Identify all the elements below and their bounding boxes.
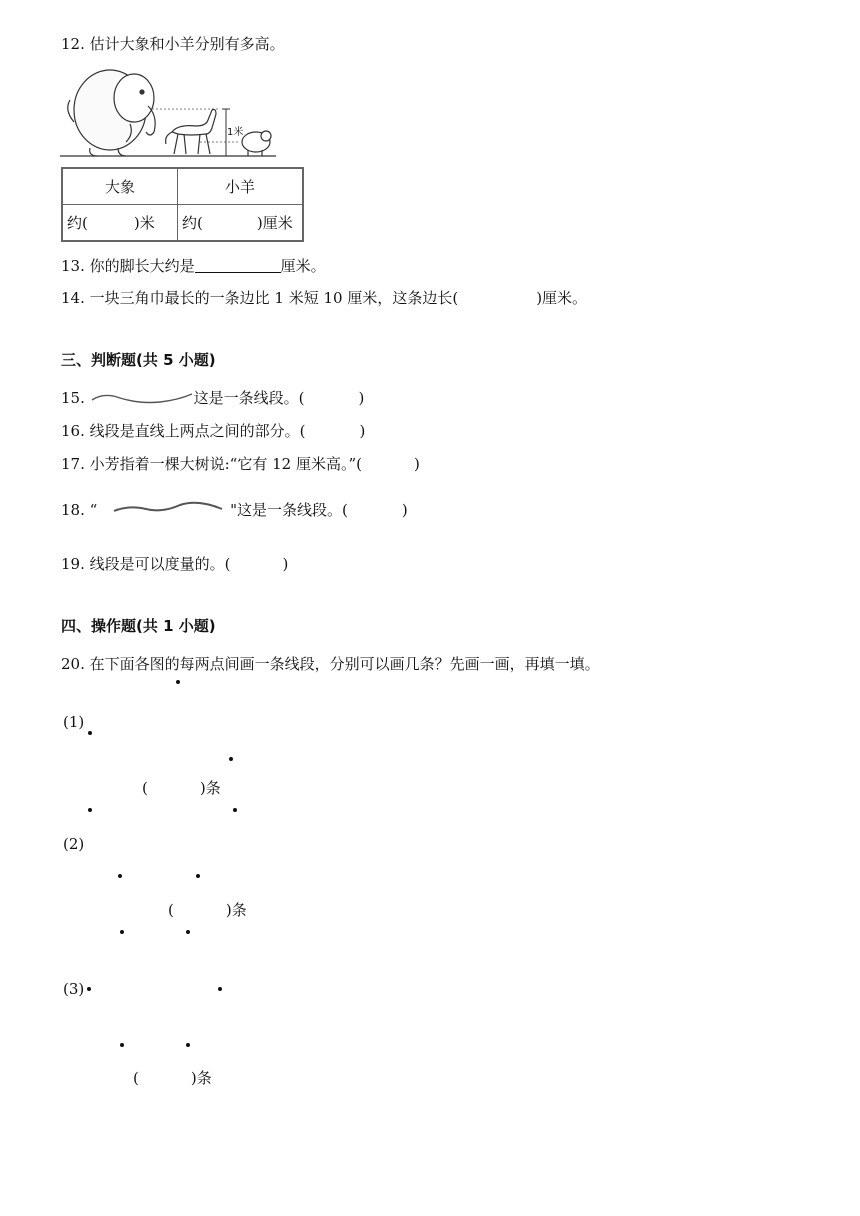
point[interactable] — [233, 808, 237, 812]
question-12-text: 12. 估计大象和小羊分别有多高。 — [61, 35, 285, 53]
answer-prefix: ( — [133, 1069, 139, 1087]
curved-line-figure — [90, 390, 194, 406]
point[interactable] — [176, 680, 180, 684]
section-3-title: 三、判断题(共 5 小题) — [61, 351, 216, 369]
answer-prefix: ( — [142, 779, 148, 797]
question-19-text: 19. 线段是可以度量的。( — [61, 555, 231, 573]
point[interactable] — [196, 874, 200, 878]
question-20-text: 20. 在下面各图的每两点间画一条线段，分别可以画几条？先画一画，再填一填。 — [61, 655, 600, 673]
table-answer-row — [62, 205, 303, 242]
question-18-text: "这是一条线段。( — [230, 501, 348, 519]
wavy-line-figure — [102, 499, 230, 519]
question-18-prefix: 18. “ — [61, 501, 98, 519]
point[interactable] — [229, 757, 233, 761]
question-16-text: 16. 线段是直线上两点之间的部分。( — [61, 422, 306, 440]
table-header-sheep: 小羊 — [178, 168, 304, 205]
question-13-prefix: 13. 你的脚长大约是 — [61, 257, 195, 275]
question-15-text: 这是一条线段。( — [193, 389, 305, 407]
elephant-icon — [68, 70, 155, 156]
part-2-answer — [168, 900, 247, 920]
question-16-suffix: ) — [359, 422, 366, 440]
answer-suffix: )条 — [225, 901, 247, 919]
question-13 — [61, 256, 326, 276]
elephant-answer-cell — [62, 205, 178, 242]
question-15-suffix: ) — [358, 389, 365, 407]
height-estimate-table — [61, 167, 304, 242]
part-3-answer — [133, 1068, 212, 1088]
question-19 — [61, 554, 288, 574]
question-17 — [61, 454, 420, 474]
part-1-label: (1) — [63, 713, 85, 731]
answer-suffix: )厘米 — [256, 214, 293, 232]
table-header-elephant: 大象 — [62, 168, 178, 205]
question-17-suffix: ) — [414, 455, 420, 473]
question-14 — [61, 288, 587, 308]
sheep-icon — [242, 131, 271, 156]
question-15-prefix: 15. — [61, 389, 85, 407]
point[interactable] — [186, 1043, 190, 1047]
answer-suffix: )条 — [199, 779, 221, 797]
question-17-text: 17. 小芳指着一棵大树说:“它有 12 厘米高。”( — [61, 455, 362, 473]
horse-icon — [166, 110, 216, 155]
question-14-prefix: 14. 一块三角巾最长的一条边比 1 米短 10 厘米，这条边长( — [61, 289, 459, 307]
section-4-title: 四、操作题(共 1 小题) — [61, 617, 216, 635]
answer-prefix: 约( — [67, 214, 88, 232]
question-14-suffix: )厘米。 — [536, 289, 588, 307]
answer-prefix: 约( — [182, 214, 203, 232]
foot-length-blank[interactable] — [195, 256, 281, 273]
point[interactable] — [120, 1043, 124, 1047]
answer-prefix: ( — [168, 901, 174, 919]
point[interactable] — [88, 731, 92, 735]
point[interactable] — [120, 930, 124, 934]
point[interactable] — [186, 930, 190, 934]
point[interactable] — [87, 987, 91, 991]
point[interactable] — [118, 874, 122, 878]
point[interactable] — [218, 987, 222, 991]
elephant-sheep-illustration — [60, 62, 280, 160]
scale-label: 1米 — [227, 127, 244, 138]
answer-suffix: )条 — [190, 1069, 212, 1087]
part-2-label: (2) — [63, 835, 85, 853]
part-1-answer — [142, 778, 221, 798]
answer-suffix: )米 — [133, 214, 155, 232]
question-18-suffix: ) — [401, 501, 408, 519]
point[interactable] — [88, 808, 92, 812]
question-19-suffix: ) — [282, 555, 289, 573]
question-16 — [61, 421, 365, 441]
question-18 — [61, 499, 408, 520]
sheep-answer-cell — [178, 205, 304, 242]
question-13-suffix: 厘米。 — [280, 257, 326, 275]
question-15 — [61, 388, 364, 408]
table-header-row — [62, 168, 303, 205]
part-3-label: (3) — [63, 980, 85, 998]
